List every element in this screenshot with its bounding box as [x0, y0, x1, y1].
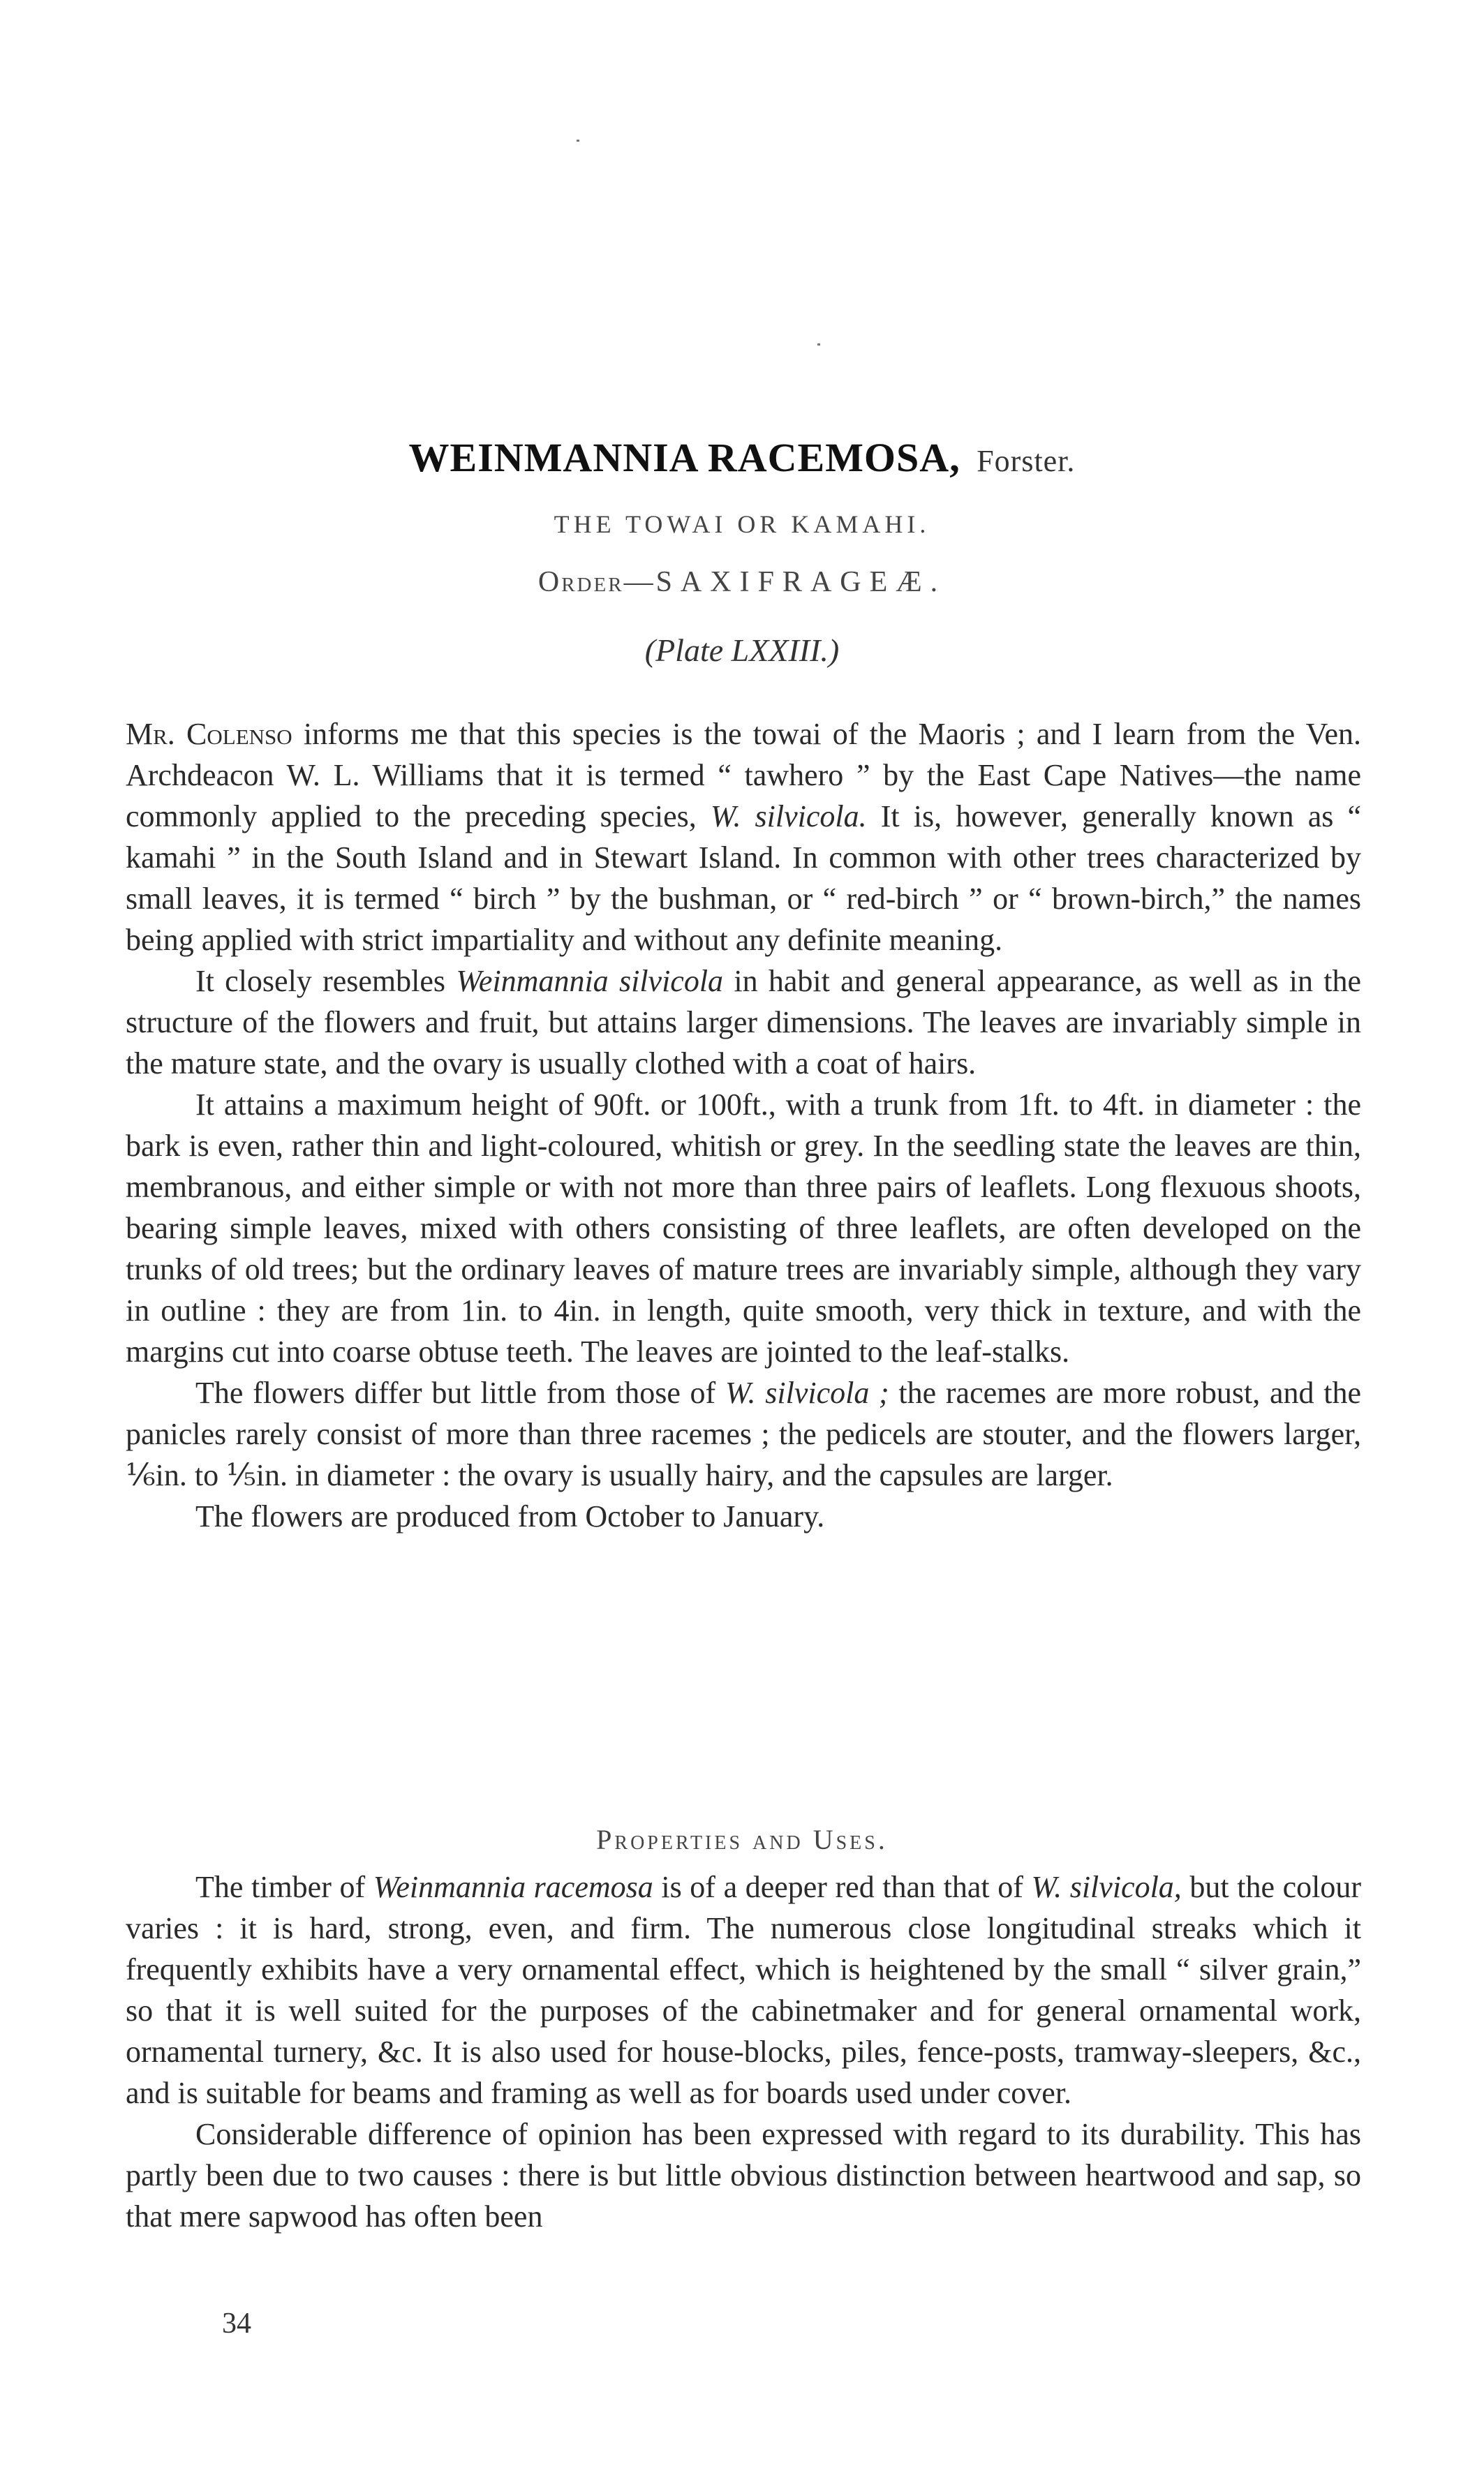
section-heading: Properties and Uses.: [596, 1824, 888, 1855]
common-name: THE TOWAI OR KAMAHI.: [554, 510, 930, 538]
paragraph-3: It attains a maximum height of 90ft. or 100ft., with a trunk from 1ft. to 4ft. in diameter : the bark is even, rather thin and light-coloured, whitish or grey. In the seedling state the leaves are thin, membranous, and either simple or with not more than three pairs of leaflets. Long flexuous shoots, bearing simple leaves, mixed with others consisting of three leaflets, are often developed on the trunks of old trees; but the ordinary leaves of mature trees are invariably simple, although they vary in outline : they are from 1in. to 4in. in length, quite smooth, very thick in texture, and with the margins cut into coarse obtuse teeth. The leaves are jointed to the leaf-stalks.: [126, 1087, 1361, 1369]
author-reference: Mr. Colenso: [126, 717, 292, 751]
species-italic: W. silvicola,: [1031, 1870, 1182, 1904]
order-label: Order: [537, 566, 624, 598]
species-italic: W. silvicola ;: [725, 1376, 889, 1410]
paragraph-1: [126, 713, 1361, 960]
species-title: [0, 434, 1484, 481]
text-run: The flowers differ but little from those of: [195, 1376, 725, 1410]
order-name: SAXIFRAGEÆ.: [655, 566, 947, 598]
species-author: Forster.: [977, 444, 1076, 478]
text-run: It closely resembles: [195, 964, 457, 998]
text-run: informs me that this species is the towai of the Maoris ; and I learn from the Ven. Archdeacon W. L. Williams that it is termed “ tawhero ” by the East Cape Natives—the name commonly applied to the preceding species,: [126, 717, 1361, 833]
paragraph-5: The flowers are produced from October to January.: [195, 1499, 825, 1533]
species-italic: Weinmannia silvicola: [456, 964, 724, 998]
species-name: WEINMANNIA RACEMOSA,: [408, 435, 960, 480]
print-speck: [817, 343, 820, 346]
text-run: in habit and general appearance, as well as in the structure of the flowers and fruit, but attains larger dimensions. The leaves are invariably simple in the mature state, and the ovary is usually clothed with a coat of hairs.: [126, 964, 1362, 1080]
text-run: the racemes are more robust, and the panicles rarely consist of more than three racemes ; the pedicels are stouter, and the flowers larger, ⅙in. to ⅕in. in diameter : the ovary is usually hairy, and the capsules are larger.: [126, 1376, 1361, 1492]
text-run: The timber of: [195, 1870, 373, 1904]
text-run: It is, however, generally known as “ kamahi ” in the South Island and in Stewart Island. In common with other trees characterized by small leaves, it is termed “ birch ” by the bushman, or “ red-birch ” or “ brown-birch,” the names being applied with strict impartiality and without any definite meaning.: [126, 799, 1361, 957]
text-run: but the colour varies : it is hard, strong, even, and firm. The numerous close longitudinal streaks which it frequently exhibits have a very ornamental effect, which is heightened by the small “ silver grain,” so that it is well suited for the purposes of the cabinetmaker and for general ornamental work, ornamental turnery, &c. It is also used for house-blocks, piles, fence-posts, tramway-sleepers, &c., and is suitable for beams and framing as well as for boards used under cover.: [126, 1870, 1361, 2110]
paragraph-7: Considerable difference of opinion has been expressed with regard to its durability. This has partly been due to two causes : there is but little obvious distinction between heartwood and sap, so that mere sapwood has often been: [126, 2117, 1361, 2234]
print-speck: [577, 140, 579, 142]
text-run: is of a deeper red than that of: [653, 1870, 1032, 1904]
species-italic: W. silvicola.: [710, 799, 867, 833]
paragraph-4: [126, 1372, 1361, 1496]
order-line: [0, 565, 1484, 599]
species-italic: Weinmannia racemosa: [373, 1870, 653, 1904]
properties-section: [126, 1866, 1361, 2237]
paragraph-2: [126, 960, 1361, 1084]
paragraph-6: [126, 1866, 1361, 2114]
plate-reference: (Plate LXXIII.): [644, 632, 840, 668]
order-dash: —: [623, 566, 656, 598]
description-section: [126, 713, 1361, 1537]
page-number: 34: [222, 2308, 251, 2340]
